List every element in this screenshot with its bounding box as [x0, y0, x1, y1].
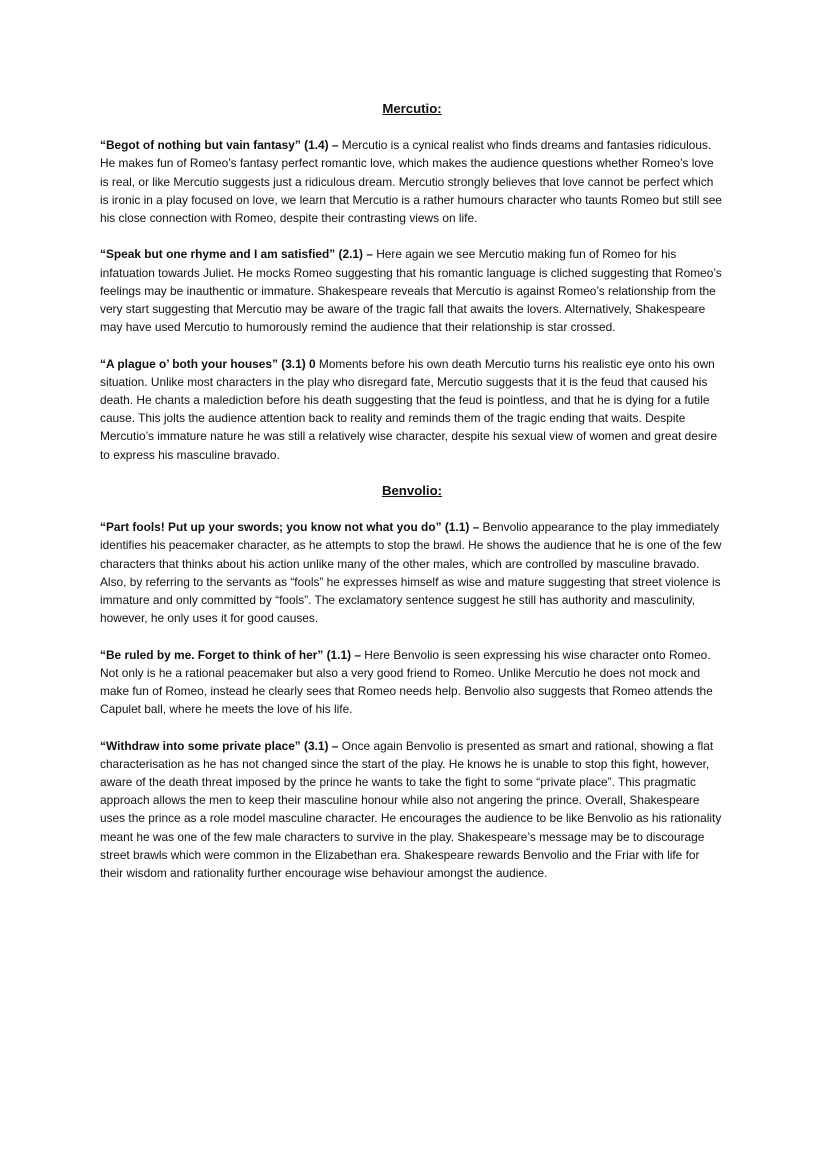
section-heading-mercutio: Mercutio:: [382, 101, 442, 116]
quote-label: “A plague o’ both your houses” (3.1) 0: [100, 356, 316, 371]
paragraph-text: Once again Benvolio is presented as smart and rational, showing a flat characterisation as he has not changed since the start of the play. He knows he is unable to stop this fight, however, aware of the death threat imposed by the prince he wants to take the fight to some “private place”. This pragmatic approach allows the men to keep their masculine honour while also not angering the prince. Overall, Shakespeare uses the prince as a role model masculine character. He encourages the audience to be like Benvolio as his rationality meant he was one of the few male characters to survive in the play. Shakespeare’s message may be to discourage street brawls which were common in the Elizabethan era. Shakespeare rewards Benvolio and the Friar with life for their wisdom and rationality further encourage wise behaviour amongst the audience.: [100, 738, 722, 881]
quote-label: “Withdraw into some private place” (3.1) –: [100, 738, 339, 753]
paragraph-text: Here Benvolio is seen expressing his wise character onto Romeo. Not only is he a rational peacemaker but also a very good friend to Romeo. Unlike Mercutio he does not mock and make fun of Romeo, instead he clearly sees that Romeo needs help. Benvolio also suggests that Romeo attends the Capulet ball, where he meets the love of his life.: [100, 647, 713, 717]
paragraph-mercutio-1: [100, 136, 724, 227]
paragraph-benvolio-2: [100, 646, 724, 719]
paragraph-mercutio-3: [100, 355, 724, 464]
quote-label: “Part fools! Put up your swords; you know not what you do” (1.1) –: [100, 520, 480, 535]
paragraph-benvolio-1: [100, 518, 724, 627]
paragraph-benvolio-3: [100, 737, 724, 883]
paragraph-text: Moments before his own death Mercutio turns his realistic eye onto his own situation. Unlike most characters in the play who disregard fate, Mercutio suggests that it is the feud that caused his death. He chants a malediction before his death suggesting that the feud is pointless, and that he is dying for a futile cause. This jolts the audience attention back to reality and reminds them of the tragic ending that waits. Despite Mercutio’s immature nature he was still a relatively wise character, despite his sexual view of women and great desire to express his masculine bravado.: [100, 356, 718, 462]
paragraph-text: Benvolio appearance to the play immediately identifies his peacemaker character, as he attempts to stop the brawl. He shows the audience that he is one of the few characters that thinks about his action unlike many of the other males, which are controlled by masculine bravado. Also, by referring to the servants as “fools” he expresses himself as wise and mature suggesting that street violence is immature and only committed by “fools”. The exclamatory sentence suggest he still has authority and masculinity, however, he only uses it for good causes.: [100, 520, 722, 626]
quote-label: “Be ruled by me. Forget to think of her” (1.1) –: [100, 647, 361, 662]
paragraph-text: Mercutio is a cynical realist who finds dreams and fantasies ridiculous. He makes fun of Romeo’s fantasy perfect romantic love, which makes the audience questions whether Romeo’s love is real, or like Mercutio suggests just a ridiculous dream. Mercutio strongly believes that love cannot be perfect which is ironic in a play focused on love, we learn that Mercutio is a rather humours character who taunts Romeo but still see his close connection with Romeo, despite their contrasting views on life.: [100, 138, 722, 226]
section-heading-benvolio: Benvolio:: [381, 483, 443, 499]
quote-label: “Speak but one rhyme and I am satisfied” (2.1) –: [100, 247, 373, 262]
quote-label: “Begot of nothing but vain fantasy” (1.4) –: [100, 138, 339, 153]
paragraph-mercutio-2: [100, 245, 724, 336]
paragraph-text: Here again we see Mercutio making fun of Romeo for his infatuation towards Juliet. He mocks Romeo suggesting that his romantic language is cliched suggesting that Romeo’s feelings may be inauthentic or immature. Shakespeare reveals that Mercutio is against Romeo’s relationship from the very start suggesting that Mercutio may be aware of the tragic fall that awaits the lovers. Alternatively, Shakespeare may have used Mercutio to humorously remind the audience that their relationship is star crossed.: [100, 247, 722, 335]
